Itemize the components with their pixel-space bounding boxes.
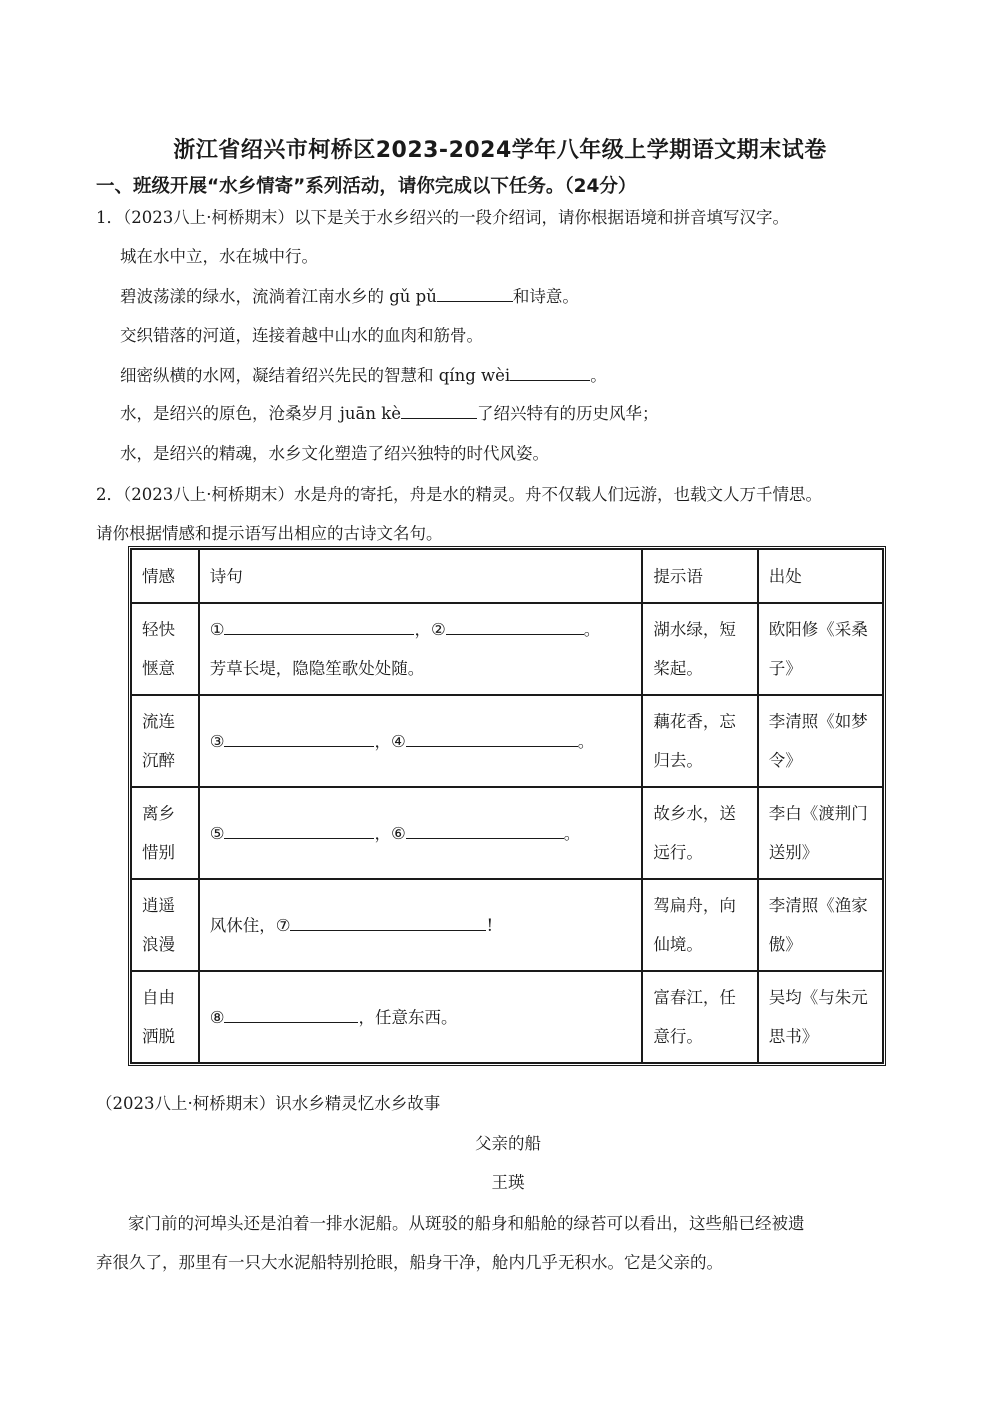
answer-blank-1[interactable] [224, 620, 414, 635]
intro-text: 碧波荡漾的绿水，流淌着江南水乡的 [120, 287, 390, 306]
reading-source: （2023八上·柯桥期末）识水乡精灵忆水乡故事 [96, 1094, 441, 1113]
verse-cell: 风休住，⑦ ! [199, 879, 643, 971]
section-heading: 一、班级开展“水乡情寄”系列活动，请你完成以下任务。（24分） [96, 176, 637, 197]
intro-line [120, 400, 658, 424]
intro-line: 交织错落的河道，连接着越中山水的血肉和筋骨。 [120, 326, 483, 345]
intro-text: 。 [590, 366, 607, 385]
hint-cell: 故乡水，送 远行。 [642, 787, 757, 879]
hint-cell: 富春江，任 意行。 [642, 971, 757, 1063]
source-cell: 李清照《如梦 令》 [758, 695, 883, 787]
story-paragraph-line: 弃很久了，那里有一只大水泥船特别抢眼，船身干净，舱内几乎无积水。它是父亲的。 [96, 1253, 723, 1272]
poem-table [128, 546, 886, 1066]
answer-blank-7[interactable] [290, 916, 486, 931]
verse-cell: ① ，② 。 芳草长堤，隐隐笙歌处处随。 [199, 603, 643, 695]
intro-line: 城在水中立，水在城中行。 [120, 247, 318, 266]
intro-line [120, 283, 579, 307]
emotion-cell: 流连 沉醉 [131, 695, 199, 787]
intro-text: 水，是绍兴的原色，沧桑岁月 [120, 404, 340, 423]
verse-cell: ⑧ ，任意东西。 [199, 971, 643, 1063]
emotion-cell: 轻快 惬意 [131, 603, 199, 695]
intro-text: 了绍兴特有的历史风华； [476, 404, 659, 423]
intro-line [120, 362, 607, 386]
answer-blank-5[interactable] [224, 824, 374, 839]
story-author: 王瑛 [491, 1173, 525, 1192]
header-emotion: 情感 [131, 549, 199, 603]
table-row [131, 971, 883, 1063]
emotion-cell: 离乡 惜别 [131, 787, 199, 879]
answer-blank-3[interactable] [224, 732, 374, 747]
exam-title: 浙江省绍兴市柯桥区2023-2024学年八年级上学期语文期末试卷 [173, 138, 827, 163]
answer-blank-gupu[interactable] [437, 287, 513, 302]
source-cell: 欧阳修《采桑 子》 [758, 603, 883, 695]
question-1-stem: 1．（2023八上·柯桥期末）以下是关于水乡绍兴的一段介绍词，请你根据语境和拼音填写汉字。 [96, 208, 789, 227]
emotion-cell: 逍遥 浪漫 [131, 879, 199, 971]
source-cell: 吴均《与朱元 思书》 [758, 971, 883, 1063]
answer-blank-8[interactable] [224, 1008, 358, 1023]
question-2-stem: 2．（2023八上·柯桥期末）水是舟的寄托，舟是水的精灵。舟不仅载人们远游，也载文人万千情思。 [96, 485, 822, 504]
table-row [131, 879, 883, 971]
source-cell: 李白《渡荆门 送别》 [758, 787, 883, 879]
answer-blank-4[interactable] [406, 732, 578, 747]
hint-cell: 驾扁舟，向 仙境。 [642, 879, 757, 971]
source-cell: 李清照《渔家 傲》 [758, 879, 883, 971]
answer-blank-6[interactable] [406, 824, 564, 839]
question-2-instruction: 请你根据情感和提示语写出相应的古诗文名句。 [96, 524, 443, 543]
pinyin-gupu: gǔ pǔ [389, 287, 437, 306]
intro-text: 和诗意。 [512, 287, 579, 306]
table-row [131, 695, 883, 787]
pinyin-qingwei: qíng wèi [438, 366, 511, 385]
header-verse: 诗句 [199, 549, 643, 603]
table-header-row [131, 549, 883, 603]
hint-cell: 藕花香，忘 归去。 [642, 695, 757, 787]
answer-blank-qingwei[interactable] [510, 366, 590, 381]
header-source: 出处 [758, 549, 883, 603]
emotion-cell: 自由 洒脱 [131, 971, 199, 1063]
story-title: 父亲的船 [475, 1134, 541, 1153]
story-paragraph-line: 家门前的河埠头还是泊着一排水泥船。从斑驳的船身和船舱的绿苔可以看出，这些船已经被遗 [128, 1214, 805, 1233]
table-row [131, 787, 883, 879]
answer-blank-juanke[interactable] [401, 404, 477, 419]
hint-cell: 湖水绿，短 桨起。 [642, 603, 757, 695]
answer-blank-2[interactable] [446, 620, 584, 635]
verse-cell: ③ ，④ 。 [199, 695, 643, 787]
intro-line: 水，是绍兴的精魂，水乡文化塑造了绍兴独特的时代风姿。 [120, 444, 549, 463]
verse-given-line: 芳草长堤，隐隐笙歌处处随。 [209, 659, 425, 678]
intro-text: 细密纵横的水网，凝结着绍兴先民的智慧和 [120, 366, 439, 385]
pinyin-juanke: juān kè [339, 404, 401, 423]
verse-cell: ⑤ ，⑥ 。 [199, 787, 643, 879]
table-row [131, 603, 883, 695]
header-hint: 提示语 [642, 549, 757, 603]
